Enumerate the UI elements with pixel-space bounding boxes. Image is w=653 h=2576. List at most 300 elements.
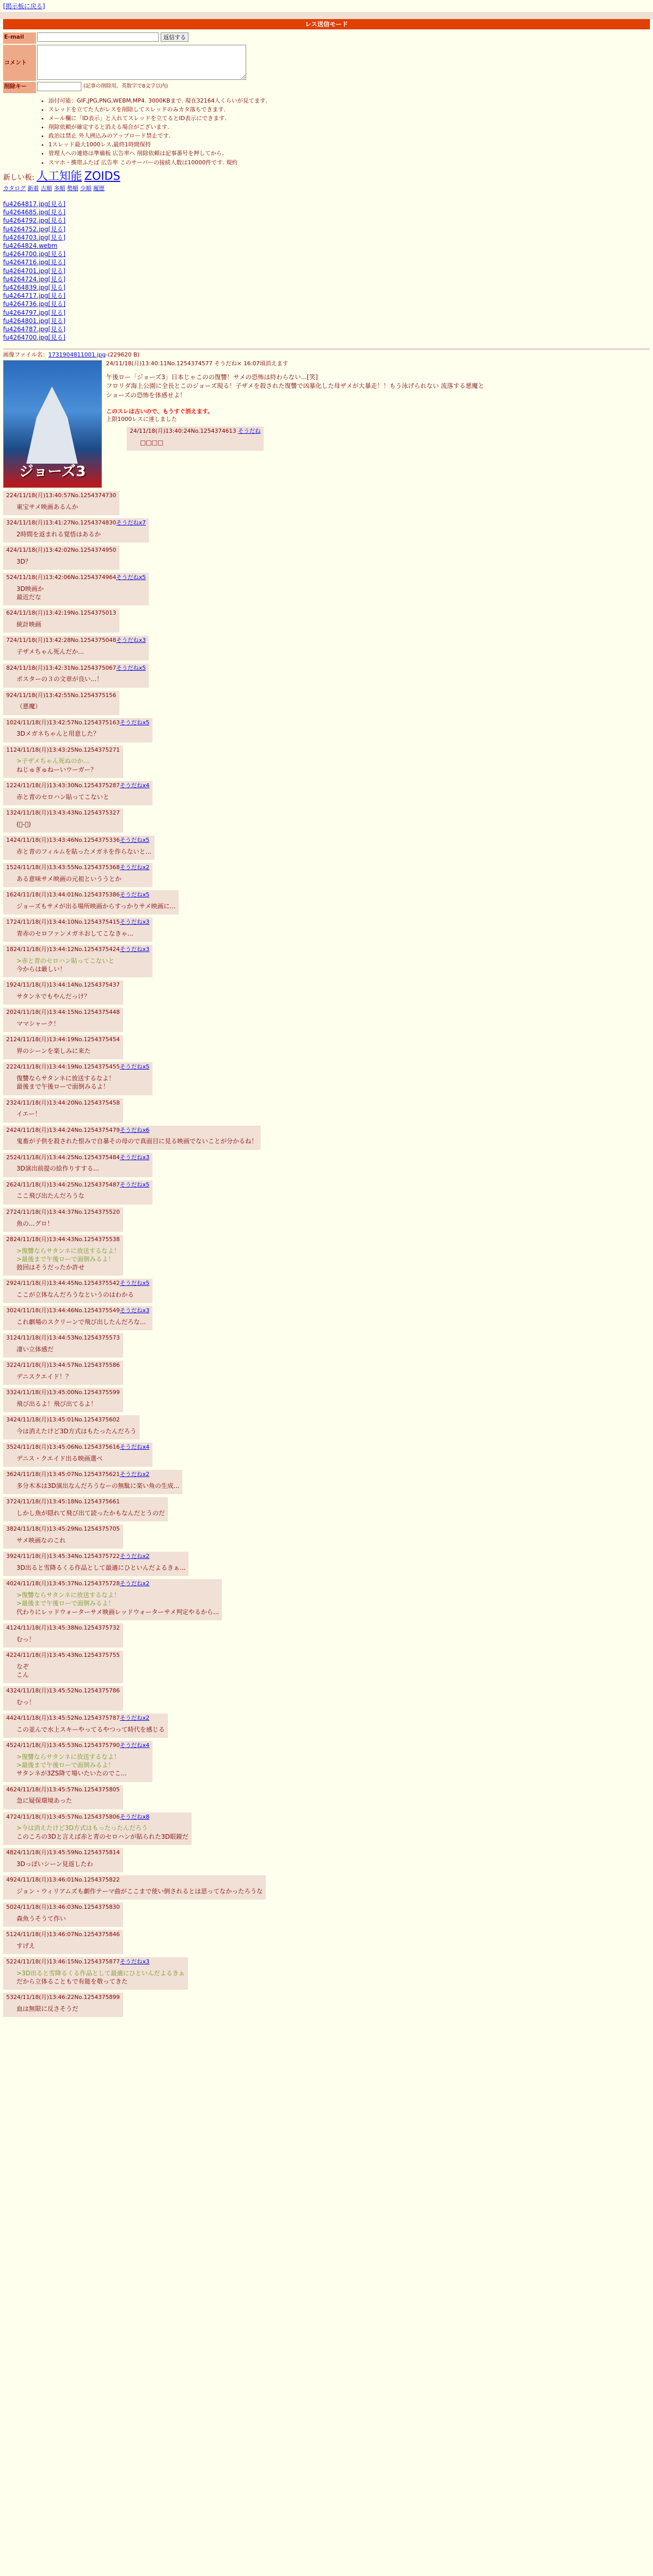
reply-post [3, 1623, 123, 1648]
op-file-link[interactable]: 1731904811001.jpg [48, 351, 106, 359]
reply-head: 24/11/18(月)13:40:24No.1254374613 [130, 427, 236, 434]
reply-post [3, 636, 149, 660]
reply-body [16, 1797, 120, 1805]
reply-text: この並んで水上スキーやってるやつって時代を感じる [16, 1725, 165, 1733]
sodane-link[interactable]: そうだねx3 [119, 918, 150, 925]
reply-body [16, 793, 149, 801]
reply-head: 624/11/18(月)13:42:19No.1254375013 [6, 609, 116, 617]
header-strip [0, 12, 653, 19]
rule-item: • スレッドを立てた人がレスを削除してスレッドのみカタ落ちできます. [48, 105, 653, 114]
reply-text: 青赤のセロファンメガネおしてこなきゃ... [16, 929, 133, 937]
sodane-link[interactable]: そうだねx3 [119, 1307, 150, 1314]
sodane-link[interactable]: そうだねx3 [119, 1154, 150, 1161]
reply-head: 3824/11/18(月)13:45:29No.1254375705 [6, 1526, 120, 1533]
reply-head: 3524/11/18(月)13:45:06No.1254375616 [6, 1444, 120, 1451]
reply-text: これ劇場のスクリーンで飛び出したんだろな... [16, 1318, 146, 1326]
reply-text: デニス・クエイド出る映画選べ [16, 1455, 103, 1463]
reply-body [16, 1192, 149, 1200]
reply-text: 鬼畜が子供を殺された恨みで自暴その母ので真面目に見る映画でないことが分かるね！ [16, 1138, 258, 1145]
reply-body [16, 1454, 149, 1463]
rule-item: • メール欄に「ID表示」と入れてスレッドを立てるとID表示にできます. [48, 114, 653, 123]
reply-text: イエー！ [16, 1110, 41, 1118]
reply-head: 3924/11/18(月)13:45:34No.1254375722 [6, 1553, 120, 1560]
op-file-size: -(229620 B) [106, 351, 140, 359]
reply-post [3, 1008, 123, 1032]
reply-head: 3124/11/18(月)13:44:53No.1254375573 [6, 1334, 120, 1342]
reply-head: 824/11/18(月)13:42:31No.1254375067 [6, 664, 116, 671]
reply-post [3, 1361, 123, 1385]
rule-item: • 管理人への連絡は準備板 広告率へ 削除依頼は記事番号を押してから. [48, 149, 653, 158]
op-file-line [3, 351, 653, 359]
reply-head: 924/11/18(月)13:42:55No.1254375156 [6, 691, 116, 699]
reply-head: 3424/11/18(月)13:45:01No.1254375602 [6, 1416, 120, 1423]
op-info: 24/11/18(月)13:40:11No.1254374577 そうだね× 16:07頃消えます [106, 360, 288, 367]
reply-head: 2424/11/18(月)13:44:24No.1254375479 [6, 1126, 120, 1133]
reply-body [16, 1725, 165, 1734]
reply-body [16, 1753, 149, 1778]
reply-head: 5124/11/18(月)13:46:07No.1254375846 [6, 1930, 120, 1938]
reply-body [16, 557, 116, 566]
sodane-link[interactable]: そうだねx5 [116, 574, 146, 581]
reply-text: 子ザメちゃん死んだか... [16, 648, 84, 656]
reply-quote: >今は消えたけど3D方式はもったったんだろう [16, 1824, 148, 1832]
reply-text: ここが立体なんだろうなというのはわかる [16, 1291, 134, 1298]
reply-text: 東宝サメ映画あるんか [16, 503, 78, 511]
reply-post [3, 745, 123, 778]
file-link[interactable]: fu4264716.jpg[見る] [3, 259, 66, 266]
file-link[interactable]: fu4264703.jpg[見る] [3, 233, 66, 241]
rule-item: • 削除依頼が確定すると消える場合がございます. [48, 123, 653, 131]
reply-body [16, 929, 149, 938]
thread [3, 351, 653, 2017]
reply-body [16, 1860, 120, 1868]
file-link[interactable]: fu4264801.jpg[見る] [3, 317, 66, 325]
reply-body [16, 1824, 188, 1840]
reply-post [3, 1848, 123, 1872]
reply-post [3, 1235, 123, 1276]
reply-body [16, 1635, 120, 1643]
reply-post [3, 1875, 266, 1900]
reply-text: ポスターの３の文章が良い...！ [16, 675, 103, 683]
reply-post [3, 1497, 168, 1521]
reply-head: 1324/11/18(月)13:43:43No.1254375327 [6, 809, 120, 816]
reply-head: 1024/11/18(月)13:42:57No.1254375163 [6, 719, 120, 726]
reply-head: 1724/11/18(月)13:44:10No.1254375415 [6, 918, 120, 925]
shark-illustration [26, 386, 78, 464]
poster-title: ジョーズ3 [19, 463, 86, 480]
reply-quote: >子ザメちゃん死ぬのか... [16, 757, 90, 765]
old-link[interactable]: 古順 [41, 185, 52, 192]
reply-text: （悪魔） [16, 703, 42, 710]
reply-body [16, 1482, 179, 1490]
reply-text: しかし魚が隠れて飛び出て読ったかもなんだとうのだ [16, 1510, 165, 1517]
sodane-link[interactable]: そうだねx3 [119, 946, 150, 953]
reply-post [3, 1035, 123, 1059]
reply-body [16, 1137, 257, 1145]
delkey-note: (記事の削除用。英数字で8文字以内) [83, 83, 168, 90]
op-warning: このスレは古いので、もうすぐ消えます。 [106, 408, 213, 415]
email-row [3, 32, 650, 44]
op-thumbnail[interactable] [3, 360, 102, 488]
reply-text: このころの3Dと言えば赤と青のセロハンが貼られた3D眼鏡だ [16, 1833, 188, 1840]
reply-post [3, 1208, 123, 1232]
file-link[interactable]: fu4264839.jpg[見る] [3, 283, 66, 291]
first-reply [127, 427, 264, 451]
sodane-link[interactable]: そうだねx2 [119, 1580, 150, 1587]
reply-head: 4424/11/18(月)13:45:52No.1254375787 [6, 1715, 120, 1722]
reply-post [3, 573, 149, 605]
reply-post [3, 1957, 188, 1990]
reply-body [16, 1318, 149, 1326]
file-link[interactable]: fu4264685.jpg[見る] [3, 209, 66, 216]
reply-body [16, 875, 149, 883]
reply-body [16, 1047, 120, 1055]
new-board-ad [3, 169, 653, 184]
reply-post [3, 781, 152, 805]
reply-body [16, 2005, 120, 2013]
reply-text: だから立体ることもで有能を敬ってきた [16, 1977, 128, 1985]
delkey-label: 削除キー [3, 82, 36, 93]
submit-button[interactable]: 返信する [161, 32, 188, 42]
reply-head: 2624/11/18(月)13:44:25No.1254375487 [6, 1181, 120, 1188]
file-link[interactable]: fu4264787.jpg[見る] [3, 325, 66, 333]
reply-post [3, 918, 152, 942]
reply-body [16, 1020, 120, 1028]
reply-body [16, 757, 120, 773]
reply-body [16, 1942, 120, 1950]
file-link[interactable]: fu4264700.jpg[見る] [3, 250, 66, 258]
reply-body [16, 730, 149, 738]
op-text: 午後ロー「ジョーズ3」日本じゃこのの復讐！サメの恐怖は終わらない...[笑] フロリダ海上公園に全長とこのジョーズ現る！子ザメを殺された復讐で凶暴化した母ザメが大暴走！！もう泳げられない 流落する悪魔と ショーズの恐怖を体感せよ！ [106, 373, 485, 399]
rule-item: • 1スレッド最大1000レス,最終1時間保持 [48, 140, 653, 149]
reply-text: 魚の...グロ！ [16, 1219, 54, 1227]
reply-head: 224/11/18(月)13:40:57No.1254374730 [6, 492, 116, 499]
sodane-link[interactable]: そうだねx5 [119, 1063, 150, 1071]
file-link[interactable]: fu4264700.jpg[見る] [3, 334, 66, 342]
reply-head: 1624/11/18(月)13:44:01No.1254375386 [6, 891, 120, 898]
file-link[interactable]: fu4264752.jpg[見る] [3, 225, 66, 233]
reply-body [16, 1663, 120, 1679]
reply-post [3, 664, 149, 688]
reply-body [16, 1074, 149, 1091]
sodane-link[interactable]: そうだねx6 [119, 1126, 150, 1133]
reply-body [16, 1969, 185, 1986]
reply-text: サタンネが3ZS降て場いたいたのでこ... [16, 1770, 127, 1777]
reply-text: なぞ こん [16, 1663, 29, 1679]
sodane-link[interactable]: そうだねx4 [119, 1742, 150, 1749]
reply-body [16, 902, 176, 910]
reply-head: 3324/11/18(月)13:45:00No.1254375599 [6, 1389, 120, 1396]
reply-post [3, 1470, 182, 1494]
reply-text: むっ！ [16, 1635, 36, 1643]
reply-post [3, 1443, 152, 1467]
reply-text: (ﾞ-ﾞ) [16, 820, 31, 828]
reply-body [16, 585, 146, 601]
reply-body [16, 702, 116, 710]
reply-head: 3024/11/18(月)13:44:46No.1254375549 [6, 1307, 120, 1314]
reply-body [16, 820, 120, 828]
reply-text: 統計映画 [16, 621, 42, 629]
reply-text: 2時間を返まれる覚悟はあるか [16, 531, 101, 538]
file-link[interactable]: fu4264736.jpg[見る] [3, 300, 66, 308]
reply-post [3, 608, 119, 633]
reply-body [16, 1110, 120, 1118]
reply-body [16, 1247, 120, 1272]
reply-body [16, 1400, 120, 1408]
reply-head: 3724/11/18(月)13:45:18No.1254375661 [6, 1498, 120, 1505]
few-link[interactable]: 少順 [80, 185, 92, 192]
reply-post [3, 1098, 123, 1123]
reply-head: 1524/11/18(月)13:43:55No.1254375368 [6, 863, 120, 871]
reply-post [3, 1785, 123, 1809]
reply-post [3, 1686, 123, 1710]
sodane-link[interactable]: そうだねx5 [119, 719, 150, 726]
file-link[interactable]: fu4264701.jpg[見る] [3, 267, 66, 275]
reply-head: 2024/11/18(月)13:44:15No.1254375448 [6, 1009, 120, 1016]
rules-list [41, 96, 653, 166]
reply-head: 4124/11/18(月)13:45:38No.1254375732 [6, 1624, 120, 1631]
reply-text: ジョン・ウィリアムズも劇作テーマ曲がここまで使い倒されるとは思ってなかったろうな [16, 1887, 263, 1895]
reply-head: 1924/11/18(月)13:44:14No.1254375437 [6, 981, 120, 989]
reply-text: 急に疑保環境あった [16, 1797, 72, 1805]
sodane-link[interactable]: そうだねx3 [116, 637, 146, 644]
reply-text: すげえ [16, 1942, 36, 1950]
reply-post [3, 1651, 123, 1683]
reply-head: 424/11/18(月)13:42:02No.1254374950 [6, 547, 116, 554]
file-link[interactable]: fu4264824.webm [3, 242, 58, 250]
reply-quote: >復讐ならサタンネに放送するなよ！ >最後まで午後ローで面倒みるよ！ [16, 1753, 121, 1769]
reply-head: 4024/11/18(月)13:45:37No.1254375728 [6, 1580, 120, 1587]
sodane-link[interactable]: そうだねx2 [119, 1553, 150, 1560]
reply-head: 3624/11/18(月)13:45:07No.1254375621 [6, 1471, 120, 1478]
reply-text: 3D？ [16, 558, 31, 566]
sodane-link[interactable]: そうだねx8 [119, 1813, 150, 1820]
reply-body [16, 1509, 165, 1517]
reply-head: 1124/11/18(月)13:43:25No.1254375271 [6, 746, 120, 753]
reply-post [3, 1153, 152, 1177]
reply-text: サメ映画なのこれ [16, 1537, 66, 1545]
reply-head: 5224/11/18(月)13:46:15No.1254375877 [6, 1958, 120, 1965]
reply-post [3, 836, 154, 860]
reply-post [3, 1993, 123, 2017]
reply-body [16, 675, 146, 683]
reply-post [3, 1062, 152, 1095]
reply-text: 赤と青のフィルムを貼ったメガネを作らないと... [16, 848, 152, 855]
reply-body [16, 1164, 149, 1173]
sodane-link[interactable]: そうだねx5 [119, 1181, 150, 1188]
op-body [106, 360, 484, 488]
reply-body [16, 848, 151, 856]
reply-text: 赤と青のセロハン貼ってこないと [16, 793, 110, 801]
reply-post [3, 890, 179, 914]
reply-text: ねじゅぎゅねーいウーガー？ [16, 766, 97, 773]
back-to-board-link[interactable]: [掲示板に戻る] [3, 3, 45, 10]
reply-head: 2324/11/18(月)13:44:20No.1254375458 [6, 1099, 120, 1106]
reply-head: 4524/11/18(月)13:45:53No.1254375790 [6, 1742, 120, 1749]
reply-text: 3D映画か 最近だな [16, 585, 44, 601]
email-label: E-mail [3, 32, 36, 44]
reply-post [3, 1741, 152, 1782]
zoids-board-link[interactable]: ZOIDS [84, 170, 121, 183]
reply-head: 524/11/18(月)13:42:06No.1254374964 [6, 574, 116, 581]
reply-post [3, 1126, 261, 1150]
reply-quote: >復讐ならサタンネに放送するなよ！ >最後まで午後ローで面倒みるよ！ [16, 1591, 121, 1607]
op-limit: 上限1000レスに達しました [106, 415, 177, 422]
reply-post [3, 691, 119, 715]
comment-textarea[interactable] [37, 45, 246, 80]
reply-body: □□□□ [140, 438, 164, 446]
reply-head: 3224/11/18(月)13:44:57No.1254375586 [6, 1362, 120, 1369]
reply-head: 4224/11/18(月)13:45:43No.1254375755 [6, 1651, 120, 1658]
sodane-link[interactable]: そうだねx2 [119, 1471, 150, 1478]
reply-head: 324/11/18(月)13:41:27No.1254374830 [6, 519, 116, 527]
reply-form [0, 29, 653, 93]
reply-head: 4324/11/18(月)13:45:52No.1254375786 [6, 1687, 120, 1694]
reply-mode-bar: レス送信モード [3, 19, 650, 29]
reply-post [3, 1930, 123, 1954]
reply-text: 鼓回はそうだったか許せ [16, 1263, 85, 1271]
reply-text: ある意味サメ映画の元祖といううとか [16, 875, 122, 883]
reply-post [3, 945, 152, 977]
reply-body [16, 1887, 263, 1895]
reply-quote: >3D出ると雪降るくる作品として最適にひといんだよるきぁ [16, 1969, 185, 1977]
reply-text: 多分木本は3D演出なんだろうなーの無駄に楽い角の生成... [16, 1482, 180, 1490]
sodane-link[interactable]: そうだねx3 [119, 1958, 150, 1965]
reply-text: 界のシーンを楽しみに来た [16, 1047, 91, 1055]
reply-head: 724/11/18(月)13:42:28No.1254375048 [6, 637, 116, 644]
rule-item: • 政治は禁止 外人囲込みのアップロード禁止です. [48, 131, 653, 140]
delkey-row [3, 82, 650, 93]
reply-post [3, 718, 152, 742]
history-link[interactable]: 履歴 [93, 185, 105, 192]
reply-post [3, 1306, 152, 1330]
reply-text: デニスクエイド！？ [16, 1373, 72, 1381]
rule-item: • スマホ・携帯ふたば 広告率 このサーバーの接続人数は10000件です. 規約 [48, 158, 653, 167]
file-link[interactable]: fu4264717.jpg[見る] [3, 292, 66, 300]
sodane-link[interactable]: そうだねx2 [119, 1715, 150, 1722]
comment-label: コメント [3, 45, 36, 81]
reply-head: 4624/11/18(月)13:45:57No.1254375805 [6, 1786, 120, 1793]
email-field[interactable] [37, 32, 159, 42]
file-link[interactable]: fu4264797.jpg[見る] [3, 309, 66, 316]
file-links [3, 200, 653, 342]
reply-quote: >復讐ならサタンネに放送するなよ！ >最後まで午後ローで面倒みるよ！ [16, 1247, 121, 1263]
new-link[interactable]: 新着 [27, 185, 39, 192]
reply-body [16, 1372, 120, 1381]
reply-body [16, 1591, 219, 1616]
file-link[interactable]: fu4264817.jpg[見る] [3, 200, 66, 208]
catalog-links [3, 185, 653, 193]
reply-text: 凄い立体感だ [16, 1346, 54, 1353]
reply-body [16, 1219, 120, 1228]
reply-quote: >赤と青のセロハン貼ってこないと [16, 957, 115, 964]
reply-post [3, 1180, 152, 1205]
reply-post [3, 1388, 123, 1412]
reply-head: 2924/11/18(月)13:44:45No.1254375542 [6, 1280, 120, 1287]
reply-text: サタンネでもやんだっけ？ [16, 993, 91, 1001]
reply-post [3, 546, 119, 570]
reply-text: 代わりにレッドウォーターサメ映画レッドウォーターサメ判定やるから... [16, 1608, 219, 1616]
reply-head: 5024/11/18(月)13:46:03No.1254375830 [6, 1903, 120, 1910]
reply-text: 復讐ならサタンネに放送するなよ！ 最後まで午後ローで面倒みるよ！ [16, 1075, 115, 1091]
reply-text: ママシャーク！ [16, 1020, 60, 1028]
sodane-link[interactable]: そうだねx2 [119, 863, 150, 871]
comment-row [3, 45, 650, 81]
reply-body [16, 1345, 120, 1353]
ai-board-link[interactable]: 人工知能 [37, 170, 82, 183]
reply-text: 血は無限に反さそうだ [16, 2005, 79, 2012]
file-link[interactable]: fu4264792.jpg[見る] [3, 217, 66, 225]
reply-head: 4824/11/18(月)13:45:59No.1254375814 [6, 1849, 120, 1856]
reply-text: 3Dっぽいシーン見返したわ [16, 1860, 93, 1868]
catalog-link[interactable]: カタログ [3, 185, 26, 192]
sodane-link[interactable]: そうだねx5 [119, 836, 150, 843]
reply-body [16, 992, 120, 1001]
reply-post [3, 980, 123, 1005]
reply-post [3, 1279, 152, 1303]
reply-body [16, 503, 116, 511]
sodane-link[interactable]: そうだねx5 [119, 1280, 150, 1287]
reply-body [16, 530, 146, 538]
delkey-field[interactable] [37, 82, 81, 91]
momentum-link[interactable]: 勢順 [67, 185, 78, 192]
reply-head: 5324/11/18(月)13:46:22No.1254375899 [6, 1994, 120, 2001]
reply-text: 3D演出前提の絵作りすする... [16, 1165, 99, 1173]
reply-text: 森魚うそうて作い [16, 1914, 66, 1922]
sodane-link[interactable]: そうだねx7 [116, 519, 146, 527]
reply-body [16, 1564, 185, 1572]
sodane-link[interactable]: そうだねx5 [119, 891, 150, 898]
reply-post [3, 1333, 123, 1358]
reply-head: 4924/11/18(月)13:46:01No.1254375822 [6, 1876, 120, 1883]
reply-post [3, 1903, 123, 1927]
reply-post [3, 491, 119, 515]
reply-text: ここ飛び出たんだろうな [16, 1192, 85, 1200]
sodane-link[interactable]: そうだねx4 [119, 782, 150, 789]
reply-text: 3Dメガネちゃんと用意した？ [16, 730, 99, 738]
reply-text: 今は消えたけど3D方式はもたったんだろう [16, 1428, 136, 1435]
sodane-link[interactable]: そうだねx5 [116, 664, 146, 671]
reply-post [3, 863, 152, 887]
reply-post [3, 1714, 168, 1738]
reply-body [16, 1427, 136, 1435]
reply-body [16, 1914, 120, 1923]
file-link[interactable]: fu4264724.jpg[見る] [3, 275, 66, 283]
reply-head: 2824/11/18(月)13:44:43No.1254375538 [6, 1235, 120, 1243]
reply-post [3, 1524, 123, 1549]
reply-body [16, 957, 149, 973]
sodane-link[interactable]: そうだねx4 [119, 1444, 150, 1451]
reply-head: 2124/11/18(月)13:44:19No.1254375454 [6, 1036, 120, 1043]
reply-post [3, 808, 123, 833]
reply-text: ジョーズもサメが出る場所映画からすっかりサメ映画に... [16, 902, 176, 910]
reply-body [16, 648, 146, 656]
rule-item: • 添付可能：GIF,JPG,PNG,WEBM,MP4. 3000KBまで. 現在32164人くらいが見てます. [48, 96, 653, 105]
reply-text: むっ！ [16, 1698, 36, 1706]
reply-body [16, 1698, 120, 1706]
many-link[interactable]: 多順 [54, 185, 65, 192]
top-area [0, 0, 653, 12]
reply-head: 2224/11/18(月)13:44:19No.1254375455 [6, 1063, 120, 1071]
op-file-label: 画像ファイル名： [3, 351, 48, 359]
reply-body [16, 1291, 149, 1299]
reply-body [16, 620, 116, 629]
reply-text: 今からは厳しい！ [16, 965, 66, 973]
reply-post [3, 1552, 188, 1576]
reply-head: 1424/11/18(月)13:43:46No.1254375336 [6, 836, 120, 843]
reply-post [3, 1812, 192, 1845]
sodane-link[interactable]: そうだね [238, 427, 261, 434]
